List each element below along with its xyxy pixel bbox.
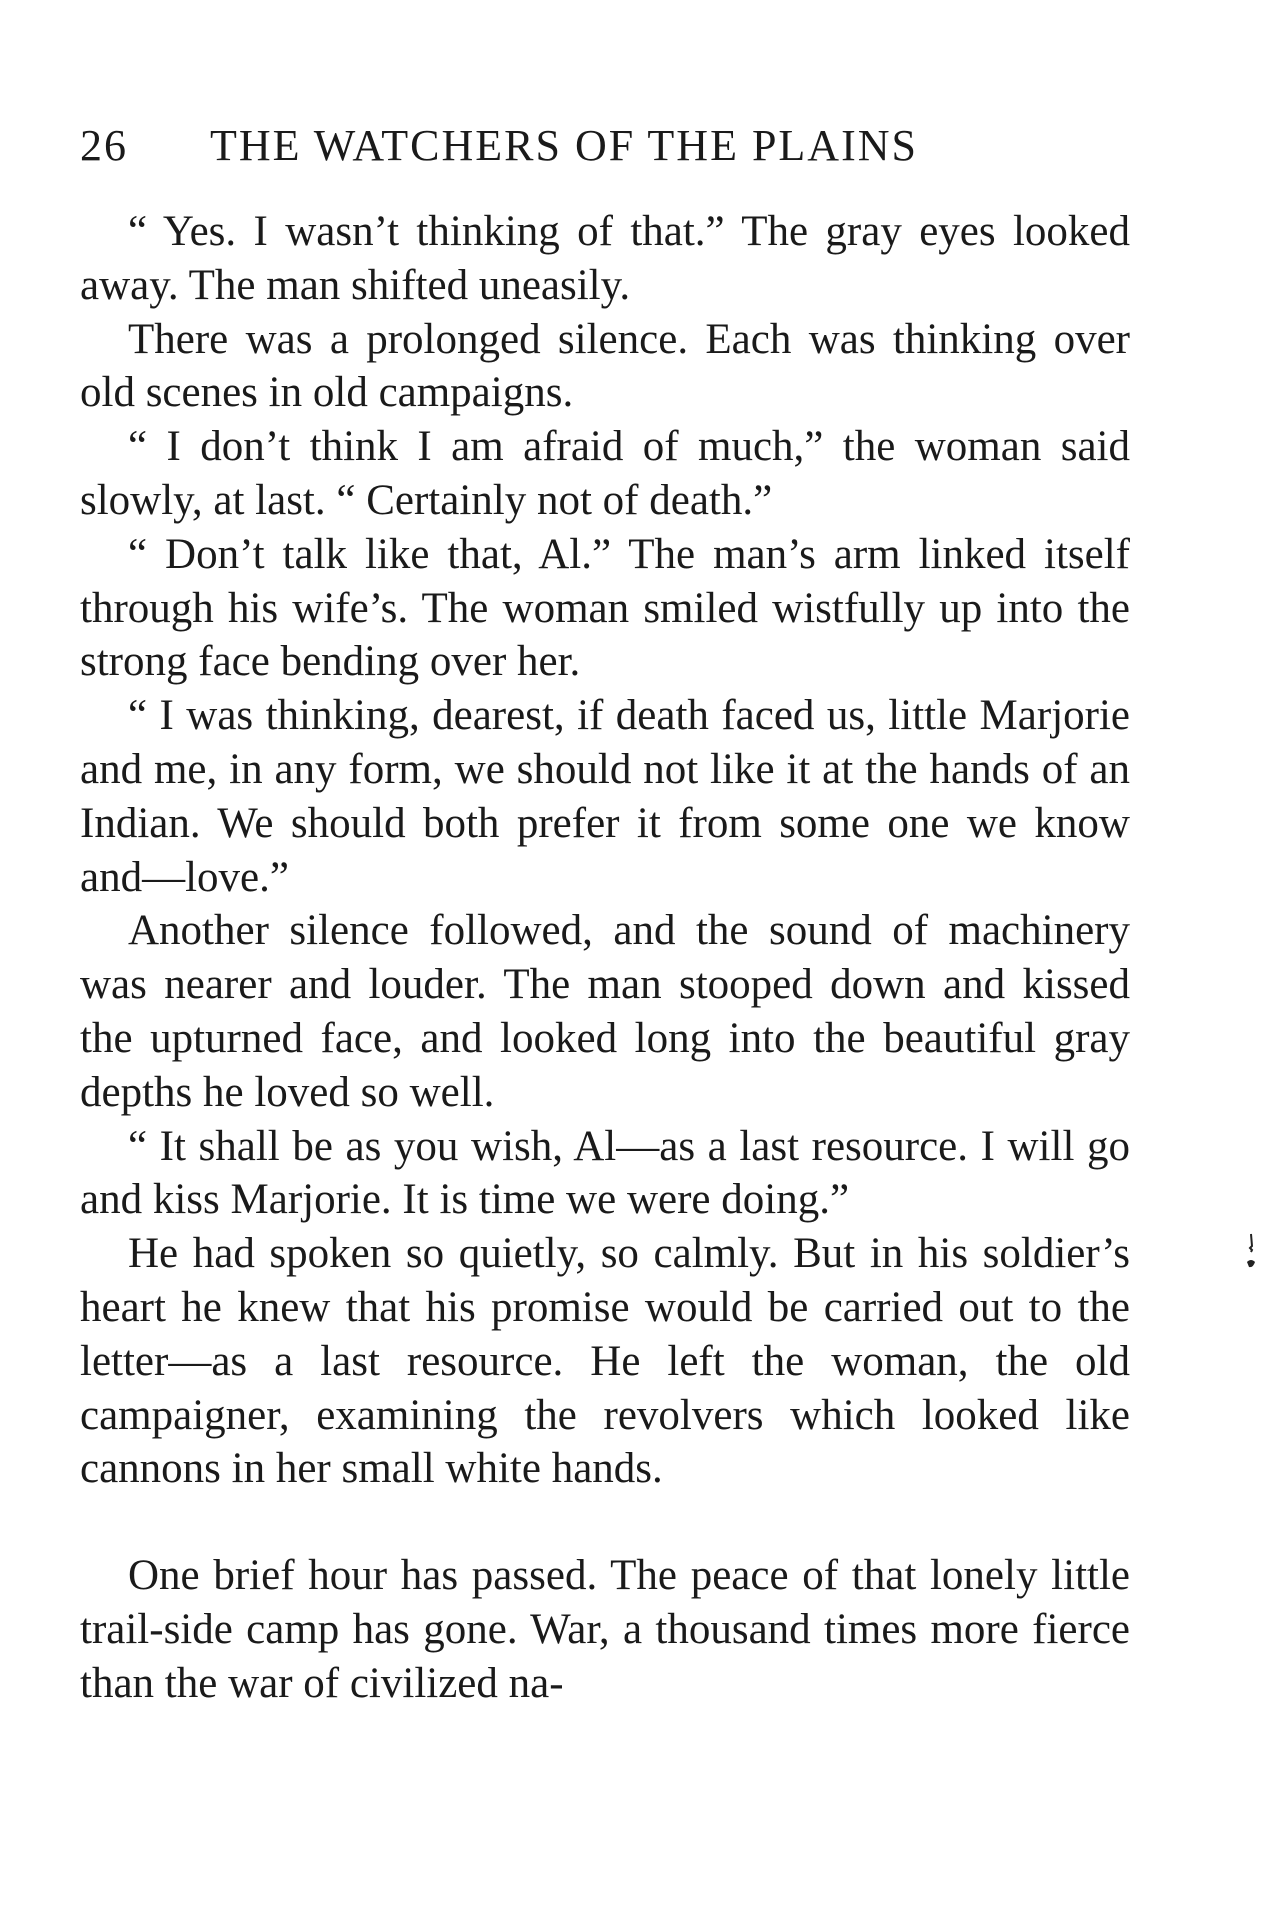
paragraph: One brief hour has passed. The peace of that lonely little trail-side camp has gone. War, a thousand times more fierce than the war of civilized na- — [80, 1552, 1130, 1707]
page-number: 26 — [80, 121, 128, 170]
paragraph: “ I was thinking, dearest, if death faced us, little Marjorie and me, in any form, we should not like it at the hands of an Indian. We should both prefer it from some one we know and—love.” — [80, 692, 1130, 901]
paragraph: He had spoken so quietly, so calmly. But in his soldier’s heart he knew that his promise would be carried out to the letter—as a last resource. He left the woman, the old campaigner, examining the revolvers which looked like cannons in her small white hands. — [80, 1230, 1130, 1493]
paragraph: “ It shall be as you wish, Al—as a last resource. I will go and kiss Marjorie. It is time we were doing.” — [80, 1122, 1130, 1224]
paragraph: “ Yes. I wasn’t thinking of that.” The gray eyes looked away. The man shifted uneasily. — [80, 208, 1130, 309]
paragraph: There was a prolonged silence. Each was thinking over old scenes in old campaigns. — [80, 315, 1130, 417]
paragraph: “ Don’t talk like that, Al.” The man’s arm linked itself through his wife’s. The woman smiled wistfully up into the strong face bending over her. — [80, 530, 1130, 686]
section-break — [80, 1496, 1130, 1549]
paragraph: “ I don’t think I am afraid of much,” the woman said slowly, at last. “ Certainly not of death.” — [80, 423, 1130, 524]
running-title: THE WATCHERS OF THE PLAINS — [210, 121, 918, 170]
body-text — [80, 205, 1130, 1711]
paragraph: Another silence followed, and the sound of machinery was nearer and louder. The man stooped down and kissed the upturned face, and looked long into the beautiful gray depths he loved so well. — [80, 907, 1130, 1116]
ink-mark-icon — [1245, 1232, 1257, 1272]
page-header — [80, 120, 1130, 180]
